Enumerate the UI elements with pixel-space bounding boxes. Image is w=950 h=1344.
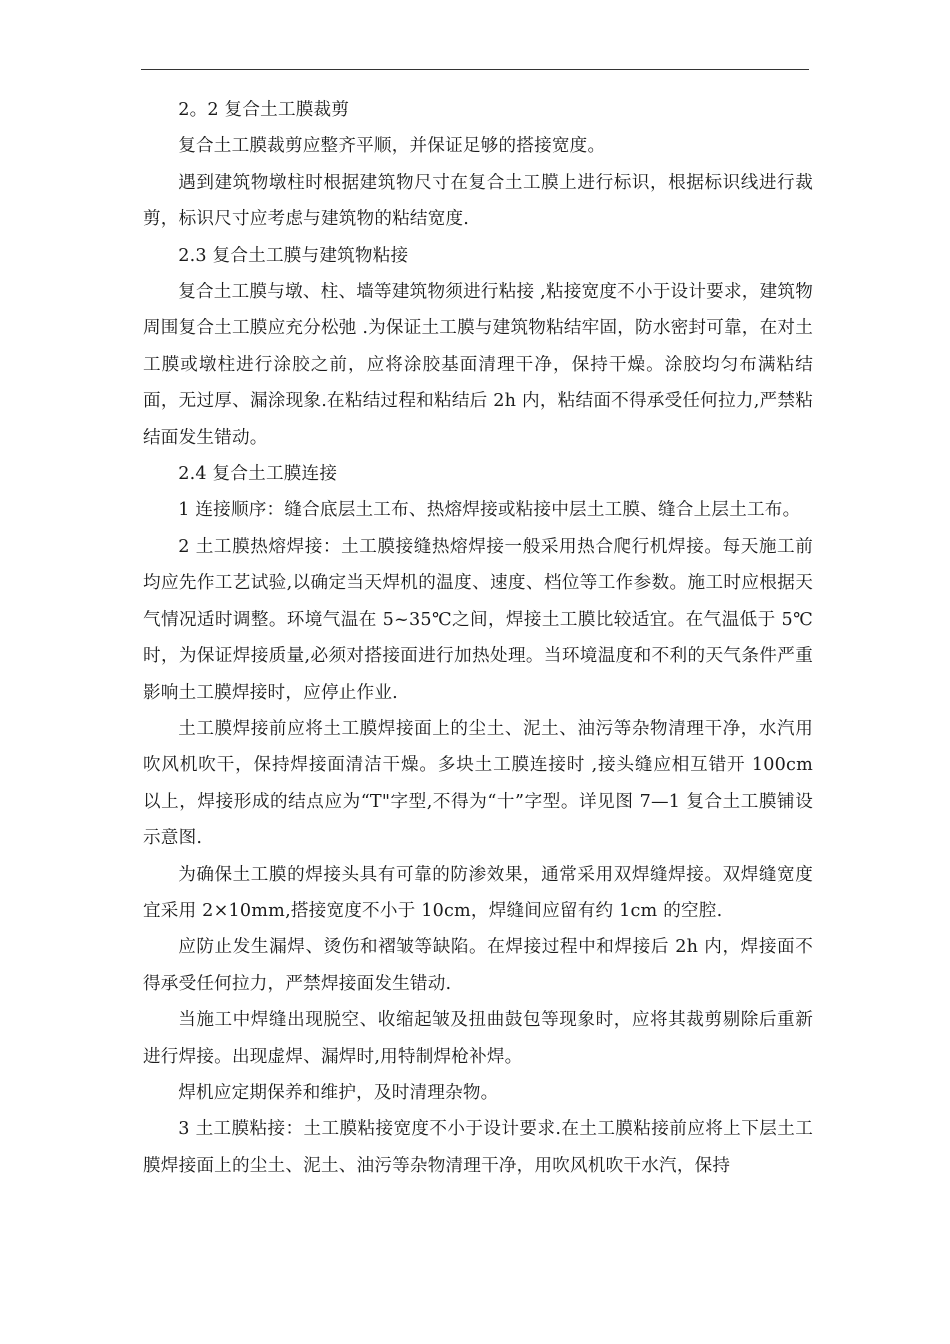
section-heading-2-3: 2.3 复合土工膜与建筑物粘接 (178, 245, 409, 266)
paragraph: 3 土工膜粘接：土工膜粘接宽度不小于设计要求.在土工膜粘接前应将上下层土工膜焊接面上的尘土、泥土、油污等杂物清理干净，用吹风机吹干水汽，保持 (143, 1119, 813, 1176)
paragraph: 2 土工膜热熔焊接：土工膜接缝热熔焊接一般采用热合爬行机焊接。每天施工前均应先作工艺试验,以确定当天焊机的温度、速度、档位等工作参数。施工时应根据天气情况适时调整。环境气温在 5~35℃之间，焊接土工膜比较适宜。在气温低于 5℃时，为保证焊接质量,必须对搭接面进行加热处理。当环境温度和不利的天气条件严重影响土工膜焊接时，应停止作业. (143, 536, 813, 703)
header-rule (141, 69, 809, 70)
paragraph: 土工膜焊接前应将土工膜焊接面上的尘土、泥土、油污等杂物清理干净，水汽用吹风机吹干，保持焊接面清洁干燥。多块土工膜连接时 ,接头缝应相互错开 100cm 以上，焊接形成的结点应为“T"字型,不得为“十”字型。详见图 7—1 复合土工膜铺设示意图. (143, 718, 813, 849)
section-heading-2-2: 2。2 复合土工膜裁剪 (178, 100, 350, 120)
paragraph: 遇到建筑物墩柱时根据建筑物尺寸在复合土工膜上进行标识，根据标识线进行裁剪，标识尺寸应考虑与建筑物的粘结宽度. (143, 172, 813, 230)
paragraph: 应防止发生漏焊、烫伤和褶皱等缺陷。在焊接过程中和焊接后 2h 内，焊接面不得承受任何拉力，严禁焊接面发生错动. (143, 937, 813, 994)
paragraph: 复合土工膜裁剪应整齐平顺，并保证足够的搭接宽度。 (178, 136, 606, 157)
paragraph: 为确保土工膜的焊接头具有可靠的防渗效果，通常采用双焊缝焊接。双焊缝宽度宜采用 2×10mm,搭接宽度不小于 10cm，焊缝间应留有约 1cm 的空腔. (143, 864, 813, 921)
paragraph: 复合土工膜与墩、柱、墙等建筑物须进行粘接 ,粘接宽度不小于设计要求，建筑物周围复合土工膜应充分松弛 .为保证土工膜与建筑物粘结牢固，防水密封可靠，在对土工膜或墩柱进行涂胶之前，应将涂胶基面清理干净，保持干燥。涂胶均匀布满粘结面，无过厚、漏涂现象.在粘结过程和粘结后 2h 内，粘结面不得承受任何拉力,严禁粘结面发生错动。 (143, 282, 813, 448)
paragraph: 1 连接顺序：缝合底层土工布、热熔焊接或粘接中层土工膜、缝合上层土工布。 (178, 500, 801, 521)
document-body (143, 92, 813, 1184)
paragraph: 当施工中焊缝出现脱空、收缩起皱及扭曲鼓包等现象时，应将其裁剪剔除后重新进行焊接。出现虚焊、漏焊时,用特制焊枪补焊。 (143, 1010, 813, 1067)
paragraph: 焊机应定期保养和维护，及时清理杂物。 (178, 1082, 499, 1103)
section-heading-2-4: 2.4 复合土工膜连接 (178, 464, 338, 485)
